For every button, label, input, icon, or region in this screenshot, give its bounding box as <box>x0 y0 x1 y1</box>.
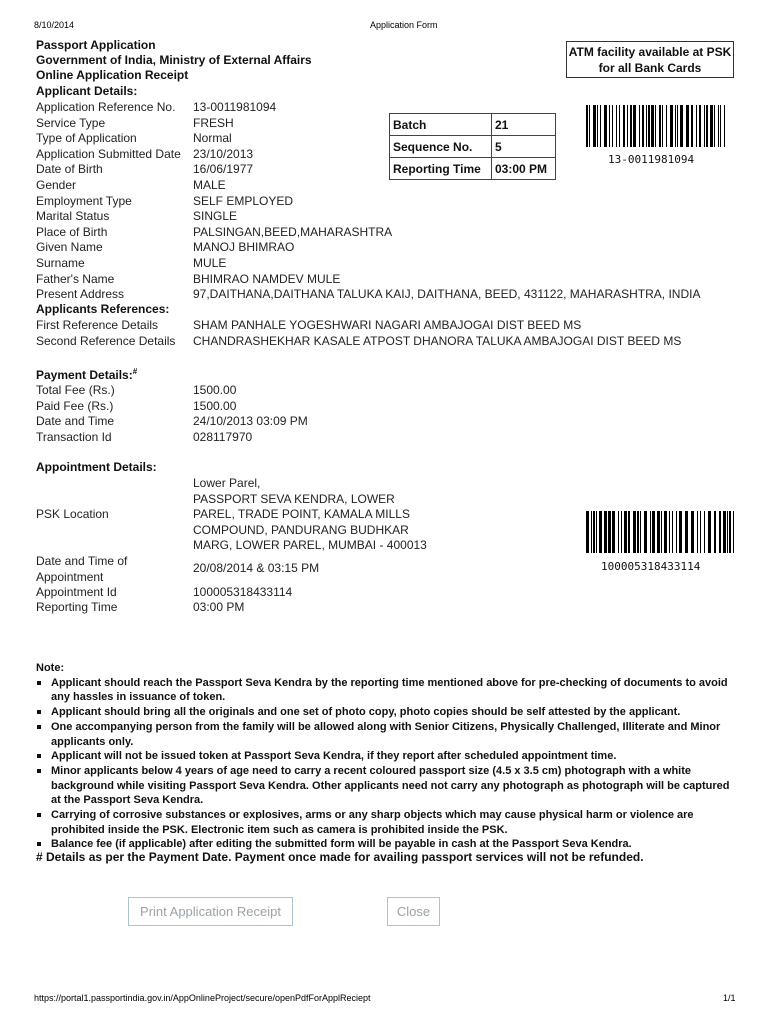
field-label: Service Type <box>36 115 106 130</box>
field-label: Surname <box>36 256 85 270</box>
note-heading: Note: <box>36 662 65 674</box>
field-value: FRESH <box>193 115 234 130</box>
print-footer-url: https://portal1.passportindia.gov.in/AppOnlineProject/secure/openPdfForApplReciept <box>34 993 371 1003</box>
psk-location-line: COMPOUND, PANDURANG BUDHKAR <box>193 522 409 537</box>
field-label: Employment Type <box>36 193 132 208</box>
note-item: Applicant will not be issued token at Passport Seva Kendra, if they report after scheduled appointment time. <box>36 749 736 764</box>
payment-heading-text: Payment Details: <box>36 368 133 382</box>
payment-footnote: # Details as per the Payment Date. Payment once made for availing passport services will not be refunded. <box>36 850 644 864</box>
print-footer-page: 1/1 <box>723 993 736 1003</box>
field-value: 24/10/2013 03:09 PM <box>193 414 308 429</box>
appointment-datetime-label-line-2: Appointment <box>36 569 104 584</box>
field-label: Application Reference No. <box>36 100 176 114</box>
field-value: 028117970 <box>193 429 253 444</box>
batch-value: 21 <box>492 114 556 136</box>
application-barcode <box>586 105 726 147</box>
title-line-3: Online Application Receipt <box>36 68 189 82</box>
field-label: Paid Fee (Rs.) <box>36 398 114 413</box>
field-value: PALSINGAN,BEED,MAHARASHTRA <box>193 224 393 239</box>
note-item: One accompanying person from the family will be allowed along with Senior Citizens, Physically Challenged, Illiterate and Minor applicants only. <box>36 720 736 749</box>
application-barcode-text: 13-0011981094 <box>608 153 695 166</box>
psk-location-label: PSK Location <box>36 507 109 521</box>
note-item: Applicant should bring all the originals and one set of photo copy, photo copies should be self attested by the applicant. <box>36 705 736 720</box>
applicant-details-heading: Applicant Details: <box>36 84 138 98</box>
field-value: MANOJ BHIMRAO <box>193 240 295 255</box>
psk-location-line: MARG, LOWER PAREL, MUMBAI - 400013 <box>193 538 427 553</box>
references-heading: Applicants References: <box>36 302 170 316</box>
field-label: Gender <box>36 178 77 192</box>
field-value: MULE <box>193 256 227 270</box>
psk-location-line: PASSPORT SEVA KENDRA, LOWER <box>193 491 395 506</box>
field-label: Application Submitted Date <box>36 146 181 161</box>
atm-notice-line-1: ATM facility available at PSK <box>568 45 732 59</box>
note-item: Applicant should reach the Passport Seva Kendra by the reporting time mentioned above for pre-checking of documents to avoid any hassles in issuance of token. <box>36 676 736 705</box>
field-label: Total Fee (Rs.) <box>36 383 115 397</box>
print-date: 8/10/2014 <box>34 20 75 30</box>
appointment-datetime-label-line-1: Date and Time of <box>36 554 128 568</box>
appointment-datetime-label <box>36 554 127 585</box>
payment-details-heading <box>36 367 137 382</box>
title-line-1: Passport Application <box>36 38 156 52</box>
field-label: Date of Birth <box>36 162 103 177</box>
field-value: 13-0011981094 <box>193 100 277 114</box>
field-label: Father's Name <box>36 271 115 286</box>
field-label: First Reference Details <box>36 318 159 332</box>
reporting-time-row <box>390 158 556 180</box>
appointment-barcode-text: 100005318433114 <box>601 560 701 573</box>
field-label: Place of Birth <box>36 224 108 239</box>
field-label: Present Address <box>36 287 125 302</box>
reporting-time-label: Reporting Time <box>390 158 492 180</box>
appointment-reporting-value: 03:00 PM <box>193 600 245 614</box>
field-value: 1500.00 <box>193 383 237 397</box>
field-value: MALE <box>193 178 226 192</box>
sequence-value: 5 <box>492 136 556 158</box>
payment-heading-mark: # <box>132 367 138 376</box>
atm-notice-line-2: for all Bank Cards <box>598 61 702 75</box>
field-value: SELF EMPLOYED <box>193 193 294 208</box>
field-label: Type of Application <box>36 131 137 146</box>
sequence-row <box>390 136 556 158</box>
close-button[interactable]: Close <box>387 897 440 926</box>
note-item: Carrying of corrosive substances or explosives, arms or any sharp objects which may cause physical harm or violence are prohibited inside the PSK. Electronic item such as camera is prohibited inside the PSK. <box>36 808 736 837</box>
note-item: Minor applicants below 4 years of age need to carry a recent coloured passport size (4.5 x 3.5 cm) photograph with a white background while visiting Passport Seva Kendra. Other applicants need not carry any photograph as photograph will be captured at the Passport Seva Kendra. <box>36 764 736 808</box>
psk-location-line: Lower Parel, <box>193 476 261 490</box>
field-value: 97,DAITHANA,DAITHANA TALUKA KAIJ, DAITHANA, BEED, 431122, MAHARASHTRA, INDIA <box>193 287 701 302</box>
field-value: Normal <box>193 131 232 146</box>
field-value: 16/06/1977 <box>193 162 254 177</box>
appointment-id-value: 100005318433114 <box>193 585 293 599</box>
field-label: Transaction Id <box>36 429 112 444</box>
field-value: SHAM PANHALE YOGESHWARI NAGARI AMBAJOGAI DIST BEED MS <box>193 318 582 332</box>
field-label: Given Name <box>36 240 103 255</box>
psk-location-line: PAREL, TRADE POINT, KAMALA MILLS <box>193 507 410 522</box>
field-value: 1500.00 <box>193 398 237 413</box>
reporting-time-value: 03:00 PM <box>492 158 556 180</box>
title-line-2: Government of India, Ministry of External Affairs <box>36 53 312 67</box>
barcode-bar <box>725 105 726 147</box>
batch-row <box>390 114 556 136</box>
note-list <box>36 676 736 852</box>
print-receipt-button[interactable]: Print Application Receipt <box>128 897 293 926</box>
field-value: CHANDRASHEKHAR KASALE ATPOST DHANORA TALUKA AMBAJOGAI DIST BEED MS <box>193 333 682 348</box>
field-label: Second Reference Details <box>36 333 176 348</box>
note-section <box>36 661 736 852</box>
note-item: Balance fee (if applicable) after editing the submitted form will be payable in cash at the Passport Seva Kendra. <box>36 837 736 852</box>
field-value: SINGLE <box>193 209 238 224</box>
field-value: BHIMRAO NAMDEV MULE <box>193 271 341 286</box>
field-value: 23/10/2013 <box>193 146 254 161</box>
appointment-barcode <box>586 511 734 553</box>
psk-location-value <box>193 476 427 554</box>
batch-table <box>389 113 556 180</box>
sequence-label: Sequence No. <box>390 136 492 158</box>
field-label: Date and Time <box>36 414 115 429</box>
appointment-id-label: Appointment Id <box>36 585 117 599</box>
print-page-title: Application Form <box>370 20 438 30</box>
appointment-datetime-value: 20/08/2014 & 03:15 PM <box>193 561 320 575</box>
field-label: Marital Status <box>36 209 110 224</box>
barcode-bar <box>733 511 734 553</box>
atm-notice-box <box>566 41 734 78</box>
batch-label: Batch <box>390 114 492 136</box>
appointment-reporting-label: Reporting Time <box>36 600 118 614</box>
appointment-details-heading: Appointment Details: <box>36 460 157 474</box>
receipt-title-block <box>36 38 312 83</box>
